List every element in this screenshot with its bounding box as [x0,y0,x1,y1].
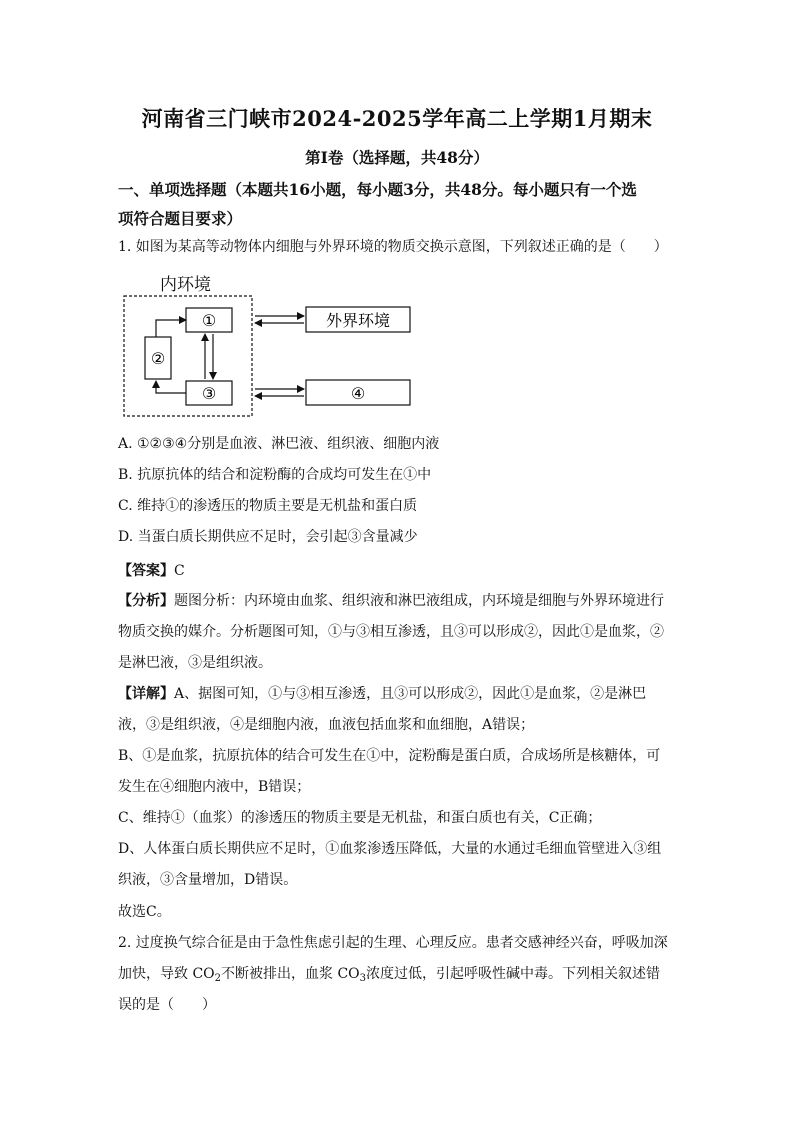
box-3-label: ③ [201,384,217,403]
detail-line-4: 发生在④细胞内液中，B错误； [118,779,311,795]
q2-subscript-1: 2 [214,973,222,984]
question-2-stem-line-3: 误的是（ ） [118,997,216,1013]
q2-text-a: 加快，导致 CO [118,966,215,982]
answer-tag: 【答案】 [118,563,174,579]
detail-line-1 [118,684,683,704]
page-title: 河南省三门峡市2024-2025学年高二上学期1月期末 [141,106,653,131]
analysis-text-1: 题图分析：内环境由血浆、组织液和淋巴液组成，内环境是细胞与外界环境进行 [174,593,664,609]
q2-text-c: 浓度过低，引起呼吸性碱中毒。下列相关叙述错 [366,966,661,982]
exchange-diagram [118,268,418,418]
question-2-stem-line-1: 2. 过度换气综合征是由于急性焦虑引起的生理、心理反应。患者交感神经兴奋，呼吸加深 [118,935,668,951]
option-c: C. 维持①的渗透压的物质主要是无机盐和蛋白质 [118,498,418,514]
detail-text-1: A、据图可知，①与③相互渗透，且③可以形成②，因此①是血浆，②是淋巴 [174,686,647,702]
detail-line-5: C、维持①（血浆）的渗透压的物质主要是无机盐，和蛋白质也有关，C正确； [118,810,602,826]
option-d: D. 当蛋白质长期供应不足时，会引起③含量减少 [118,529,418,545]
conclusion-line: 故选C。 [118,904,171,920]
box-2-label: ② [150,349,166,368]
detail-line-2: 液，③是组织液，④是细胞内液，血液包括血浆和血细胞，A错误； [118,717,535,733]
question-2-stem-line-2 [118,964,683,984]
option-a: A. ①②③④分别是血液、淋巴液、组织液、细胞内液 [118,436,440,452]
section-heading-line1: 一、单项选择题（本题共16小题，每小题3分，共48分。每小题只有一个选 [118,180,637,199]
arrow-2-to-1 [156,320,186,337]
section-heading-line2: 项符合题目要求） [118,209,243,228]
arrow-3-to-2 [156,381,186,393]
detail-line-7: 织液，③含量增加，D错误。 [118,872,298,888]
detail-tag: 【详解】 [118,686,174,702]
section-heading [118,175,683,233]
answer-line [118,561,683,581]
answer-value: C [174,563,185,579]
box-4-label: ④ [350,384,366,403]
analysis-line-3: 是淋巴液，③是组织液。 [118,655,272,671]
analysis-line-2: 物质交换的媒介。分析题图可知，①与③相互渗透，且③可以形成②，因此①是血浆，② [118,624,664,640]
analysis-line-1 [118,591,683,611]
box-1-label: ① [201,311,217,330]
q2-text-b: 不断被排出，血浆 CO [221,966,360,982]
detail-line-3: B、①是血浆，抗原抗体的结合可发生在①中，淀粉酶是蛋白质，合成场所是核糖体，可 [118,748,661,764]
analysis-tag: 【分析】 [118,593,174,609]
q2-subscript-2: 3 [359,973,367,984]
external-environment-label: 外界环境 [325,311,391,330]
inner-environment-label: 内环境 [160,275,211,295]
question-1-stem: 1. 如图为某高等动物体内细胞与外界环境的物质交换示意图，下列叙述正确的是（ ） [118,239,668,255]
detail-line-6: D、人体蛋白质长期供应不足时，①血浆渗透压降低，大量的水通过毛细血管壁进入③组 [118,841,662,857]
option-b: B. 抗原抗体的结合和淀粉酶的合成均可发生在①中 [118,467,432,483]
section-subtitle: 第Ⅰ卷（选择题，共48分） [305,148,489,167]
